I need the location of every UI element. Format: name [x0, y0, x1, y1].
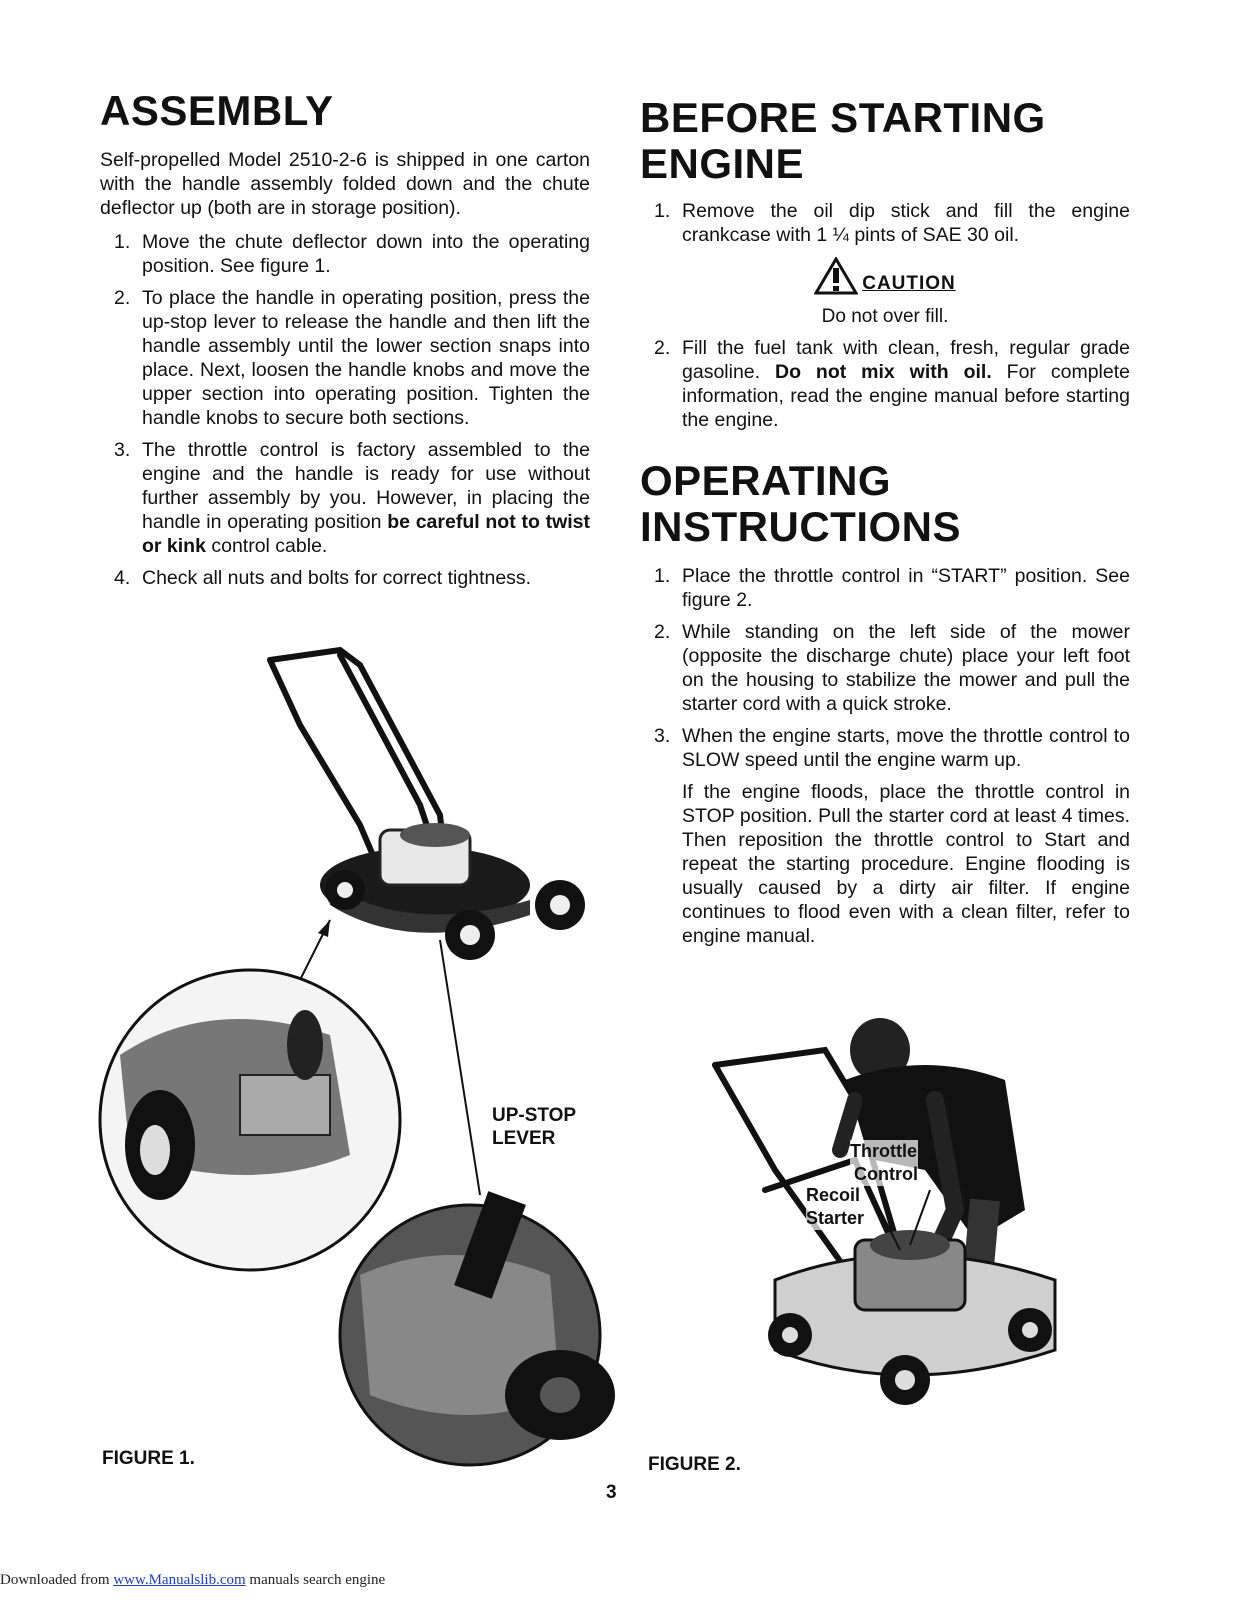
list-item: [100, 438, 590, 558]
step-text: control cable.: [205, 535, 328, 557]
step-number: 3.: [654, 725, 671, 747]
caution-block: [640, 257, 1130, 328]
recoil-starter-callout: [806, 1184, 864, 1230]
flood-note: If the engine floods, place the throttle control in STOP position. Pull the starter cord at least 4 times. Then reposition the throttle control to Start and repeat the starting procedure. Engine flooding is usually caused by a dirty air filter. If engine continues to flood even with a clean filter, refer to engine manual.: [682, 781, 1130, 947]
callout-line: Throttle: [850, 1141, 917, 1161]
list-item: [100, 566, 590, 590]
step-text: Fill the fuel tank with clean, fresh, regular grade gasoline.: [682, 337, 1130, 383]
step-number: 2.: [654, 337, 671, 359]
before-starting-section: [640, 95, 1130, 948]
list-item: [100, 230, 590, 278]
assembly-steps: [100, 230, 590, 590]
step-text: Place the throttle control in “START” position. See figure 2.: [682, 565, 1130, 611]
before-starting-steps-2: [640, 336, 1130, 432]
footer: [0, 1572, 385, 1589]
list-item: [640, 620, 1130, 716]
figure-2-label: FIGURE 2.: [648, 1454, 741, 1475]
heading-line: BEFORE STARTING: [640, 94, 1046, 141]
operating-steps: [640, 564, 1130, 772]
step-text: To place the handle in operating position, press the up-stop lever to release the handle and then lift the handle assembly until the lower section snaps into place. Next, loosen the handle knobs and move the upper section into operating position. Tighten the handle knobs to secure both sections.: [142, 287, 590, 429]
assembly-section: [100, 88, 590, 590]
before-starting-heading: [640, 95, 1130, 187]
figure-1-illustration: [90, 635, 630, 1475]
step-number: 1.: [654, 565, 671, 587]
step-number: 2.: [654, 621, 671, 643]
operating-heading: [640, 458, 1130, 550]
footer-prefix: Downloaded from: [0, 1572, 114, 1588]
step-number: 1.: [654, 200, 671, 222]
callout-line: Starter: [806, 1208, 865, 1228]
callout-line: Recoil: [806, 1185, 861, 1205]
heading-line: ENGINE: [640, 140, 805, 187]
step-text-bold: Do not mix with oil.: [774, 361, 992, 383]
step-text-bold: be careful not to twist or kink: [142, 511, 591, 557]
before-starting-steps: [640, 199, 1130, 247]
heading-line: OPERATING: [640, 457, 892, 504]
list-item: [640, 564, 1130, 612]
step-number: 1.: [114, 231, 131, 253]
list-item: [640, 199, 1130, 247]
throttle-control-callout: [850, 1140, 918, 1186]
assembly-heading: ASSEMBLY: [100, 87, 334, 134]
step-number: 4.: [114, 567, 131, 589]
step-text: Move the chute deflector down into the operating position. See figure 1.: [142, 231, 590, 277]
list-item: [640, 724, 1130, 772]
up-stop-lever-callout: [492, 1104, 576, 1150]
figure-1-label: FIGURE 1.: [102, 1448, 195, 1469]
step-text: The throttle control is factory assembled to the engine and the handle is ready for use without further assembly by you. However, in placing the handle in operating position: [142, 439, 590, 533]
step-text: For complete information, read the engine manual before starting the engine.: [682, 361, 1130, 431]
page-number: 3: [606, 1482, 617, 1503]
step-number: 2.: [114, 287, 131, 309]
footer-link[interactable]: www.Manualslib.com: [113, 1572, 246, 1588]
list-item: [100, 286, 590, 430]
step-text: Check all nuts and bolts for correct tightness.: [142, 567, 532, 589]
list-item: [640, 336, 1130, 432]
assembly-intro: Self-propelled Model 2510-2-6 is shipped in one carton with the handle assembly folded down and the chute deflector up (both are in storage position).: [100, 149, 590, 219]
warning-triangle-icon: [814, 257, 858, 295]
caution-title: CAUTION: [862, 273, 956, 294]
caution-text: Do not over fill.: [821, 306, 949, 327]
heading-line: INSTRUCTIONS: [640, 503, 961, 550]
step-number: 3.: [114, 439, 131, 461]
figure-2-illustration: [705, 1010, 1065, 1440]
callout-line: UP-STOP: [492, 1105, 577, 1126]
callout-line: LEVER: [492, 1128, 556, 1149]
step-text: When the engine starts, move the throttle control to SLOW speed until the engine warm up.: [682, 725, 1130, 771]
callout-line: Control: [854, 1164, 918, 1184]
footer-suffix: manuals search engine: [245, 1572, 386, 1588]
step-text: While standing on the left side of the mower (opposite the discharge chute) place your left foot on the housing to stabilize the mower and pull the starter cord with a quick stroke.: [682, 621, 1130, 715]
step-text: Remove the oil dip stick and fill the engine crankcase with 1 ¼ pints of SAE 30 oil.: [682, 200, 1130, 246]
